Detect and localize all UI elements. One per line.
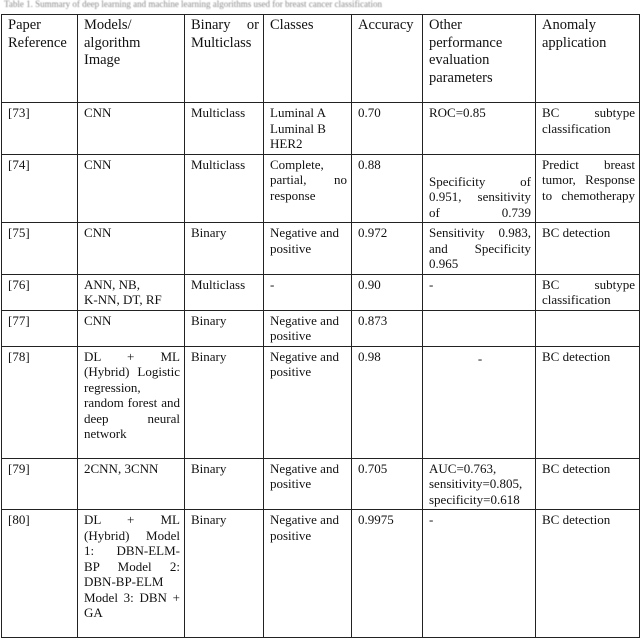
- table-row: [2, 458, 640, 510]
- cell-other-parameters: Sensitivity 0.983, and Specificity 0.965: [423, 223, 536, 275]
- header-paper-reference: Paper Reference: [2, 15, 78, 103]
- cell-model: DL + ML (Hybrid) Model 1: DBN-ELM- BP Model 2: DBN-BP-ELM Model 3: DBN + GA: [78, 510, 185, 638]
- cell-model: CNN: [78, 310, 185, 346]
- cell-classes: -: [264, 274, 352, 310]
- cell-other-parameters: Specificity of 0.951, sensitivity of 0.739: [423, 154, 536, 223]
- cell-other-parameters: [423, 310, 536, 346]
- cell-reference: [77]: [2, 310, 78, 346]
- header-models: Models/ algorithm Image: [78, 15, 185, 103]
- cell-other-parameters: AUC=0.763, sensitivity=0.805, specificity=0.618: [423, 458, 536, 510]
- cell-other-parameters: -: [423, 510, 536, 638]
- cell-reference: [75]: [2, 223, 78, 275]
- cell-type: Binary: [185, 510, 264, 638]
- cell-application: BC subtype classification: [536, 103, 640, 155]
- table-caption: Table 1. Summary of deep learning and machine learning algorithms used for breast cancer classification: [4, 0, 382, 9]
- cell-accuracy: 0.88: [352, 154, 423, 223]
- cell-type: Binary: [185, 458, 264, 510]
- cell-application: BC subtype classification: [536, 274, 640, 310]
- cell-application: BC detection: [536, 346, 640, 458]
- header-row: [2, 15, 640, 103]
- cell-classes: Negative and positive: [264, 458, 352, 510]
- table-row: [2, 154, 640, 223]
- cell-type: Multiclass: [185, 154, 264, 223]
- cell-other-parameters: -: [423, 274, 536, 310]
- cell-other-parameters: ROC=0.85: [423, 103, 536, 155]
- cell-accuracy: 0.705: [352, 458, 423, 510]
- cell-classes: Negative and positive: [264, 223, 352, 275]
- header-anomaly-application: Anomaly application: [536, 15, 640, 103]
- cell-reference: [78]: [2, 346, 78, 458]
- cell-type: Multiclass: [185, 274, 264, 310]
- cell-classes: Luminal A Luminal B HER2: [264, 103, 352, 155]
- header-binary-multiclass: Binary or Multiclass: [185, 15, 264, 103]
- cell-accuracy: 0.9975: [352, 510, 423, 638]
- cell-model: CNN: [78, 223, 185, 275]
- cell-application: BC detection: [536, 458, 640, 510]
- cell-accuracy: 0.972: [352, 223, 423, 275]
- cell-model: CNN: [78, 154, 185, 223]
- cell-reference: [74]: [2, 154, 78, 223]
- cell-classes: Negative and positive: [264, 510, 352, 638]
- header-accuracy: Accuracy: [352, 15, 423, 103]
- table-row: [2, 274, 640, 310]
- cell-application: BC detection: [536, 510, 640, 638]
- cell-model: CNN: [78, 103, 185, 155]
- cell-type: Binary: [185, 310, 264, 346]
- cell-application: Predict breast tumor, Response to chemotherapy: [536, 154, 640, 223]
- cell-other-parameters: -: [423, 346, 536, 458]
- cell-type: Binary: [185, 346, 264, 458]
- table-row: [2, 223, 640, 275]
- cell-type: Binary: [185, 223, 264, 275]
- cell-application: [536, 310, 640, 346]
- cell-classes: Complete, partial, no response: [264, 154, 352, 223]
- cell-reference: [73]: [2, 103, 78, 155]
- cell-accuracy: 0.90: [352, 274, 423, 310]
- table-row: [2, 510, 640, 638]
- cell-type: Multiclass: [185, 103, 264, 155]
- cell-accuracy: 0.70: [352, 103, 423, 155]
- cell-model: DL + ML (Hybrid) Logistic regression, random forest and deep neural network: [78, 346, 185, 458]
- cell-reference: [80]: [2, 510, 78, 638]
- table-row: [2, 346, 640, 458]
- cell-classes: Negative and positive: [264, 346, 352, 458]
- cell-accuracy: 0.98: [352, 346, 423, 458]
- table-row: [2, 310, 640, 346]
- cell-reference: [79]: [2, 458, 78, 510]
- cell-classes: Negative and positive: [264, 310, 352, 346]
- cell-accuracy: 0.873: [352, 310, 423, 346]
- header-other-parameters: Other performance evaluation parameters: [423, 15, 536, 103]
- cell-model: ANN, NB, K-NN, DT, RF: [78, 274, 185, 310]
- results-table: [1, 14, 640, 638]
- cell-application: BC detection: [536, 223, 640, 275]
- header-classes: Classes: [264, 15, 352, 103]
- table-row: [2, 103, 640, 155]
- cell-model: 2CNN, 3CNN: [78, 458, 185, 510]
- cell-reference: [76]: [2, 274, 78, 310]
